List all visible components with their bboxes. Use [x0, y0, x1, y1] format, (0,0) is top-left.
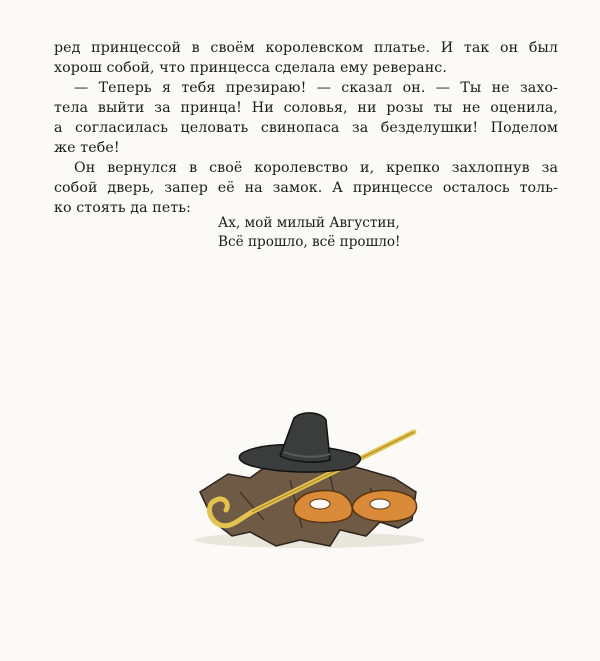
clog-icon	[294, 491, 353, 523]
text-line: Он вернулся в своё королевство и, крепко захлопнув за	[74, 160, 558, 176]
clothes-pile-drawing	[180, 400, 440, 560]
story-text	[54, 38, 558, 218]
text-line: хорош собой, что принцесса сделала ему реверанс.	[54, 60, 447, 76]
verse-line: Всё прошло, всё прошло!	[218, 234, 401, 250]
paragraph-1	[54, 38, 558, 78]
verse-line: Ах, мой милый Августин,	[218, 215, 400, 231]
text-line: же тебе!	[54, 140, 120, 156]
paragraph-2	[54, 78, 558, 158]
text-line: собой дверь, запер её на замок. А принцессе осталось толь-	[54, 180, 558, 196]
text-line: ко стоять да петь:	[54, 200, 191, 216]
illustration-swineherd-clothes	[180, 400, 440, 560]
song-verse	[218, 214, 401, 252]
clog-icon	[353, 490, 417, 521]
text-line: а согласилась целовать свинопаса за безделушки! Поделом	[54, 120, 558, 136]
text-line: — Теперь я тебя презираю! — сказал он. — Ты не захо-	[74, 80, 558, 96]
text-line: тела выйти за принца! Ни соловья, ни розы ты не оценила,	[54, 100, 558, 116]
text-line: ред принцессой в своём королевском платье. И так он был	[54, 40, 558, 56]
hat-icon	[239, 413, 360, 472]
paragraph-3	[54, 158, 558, 218]
